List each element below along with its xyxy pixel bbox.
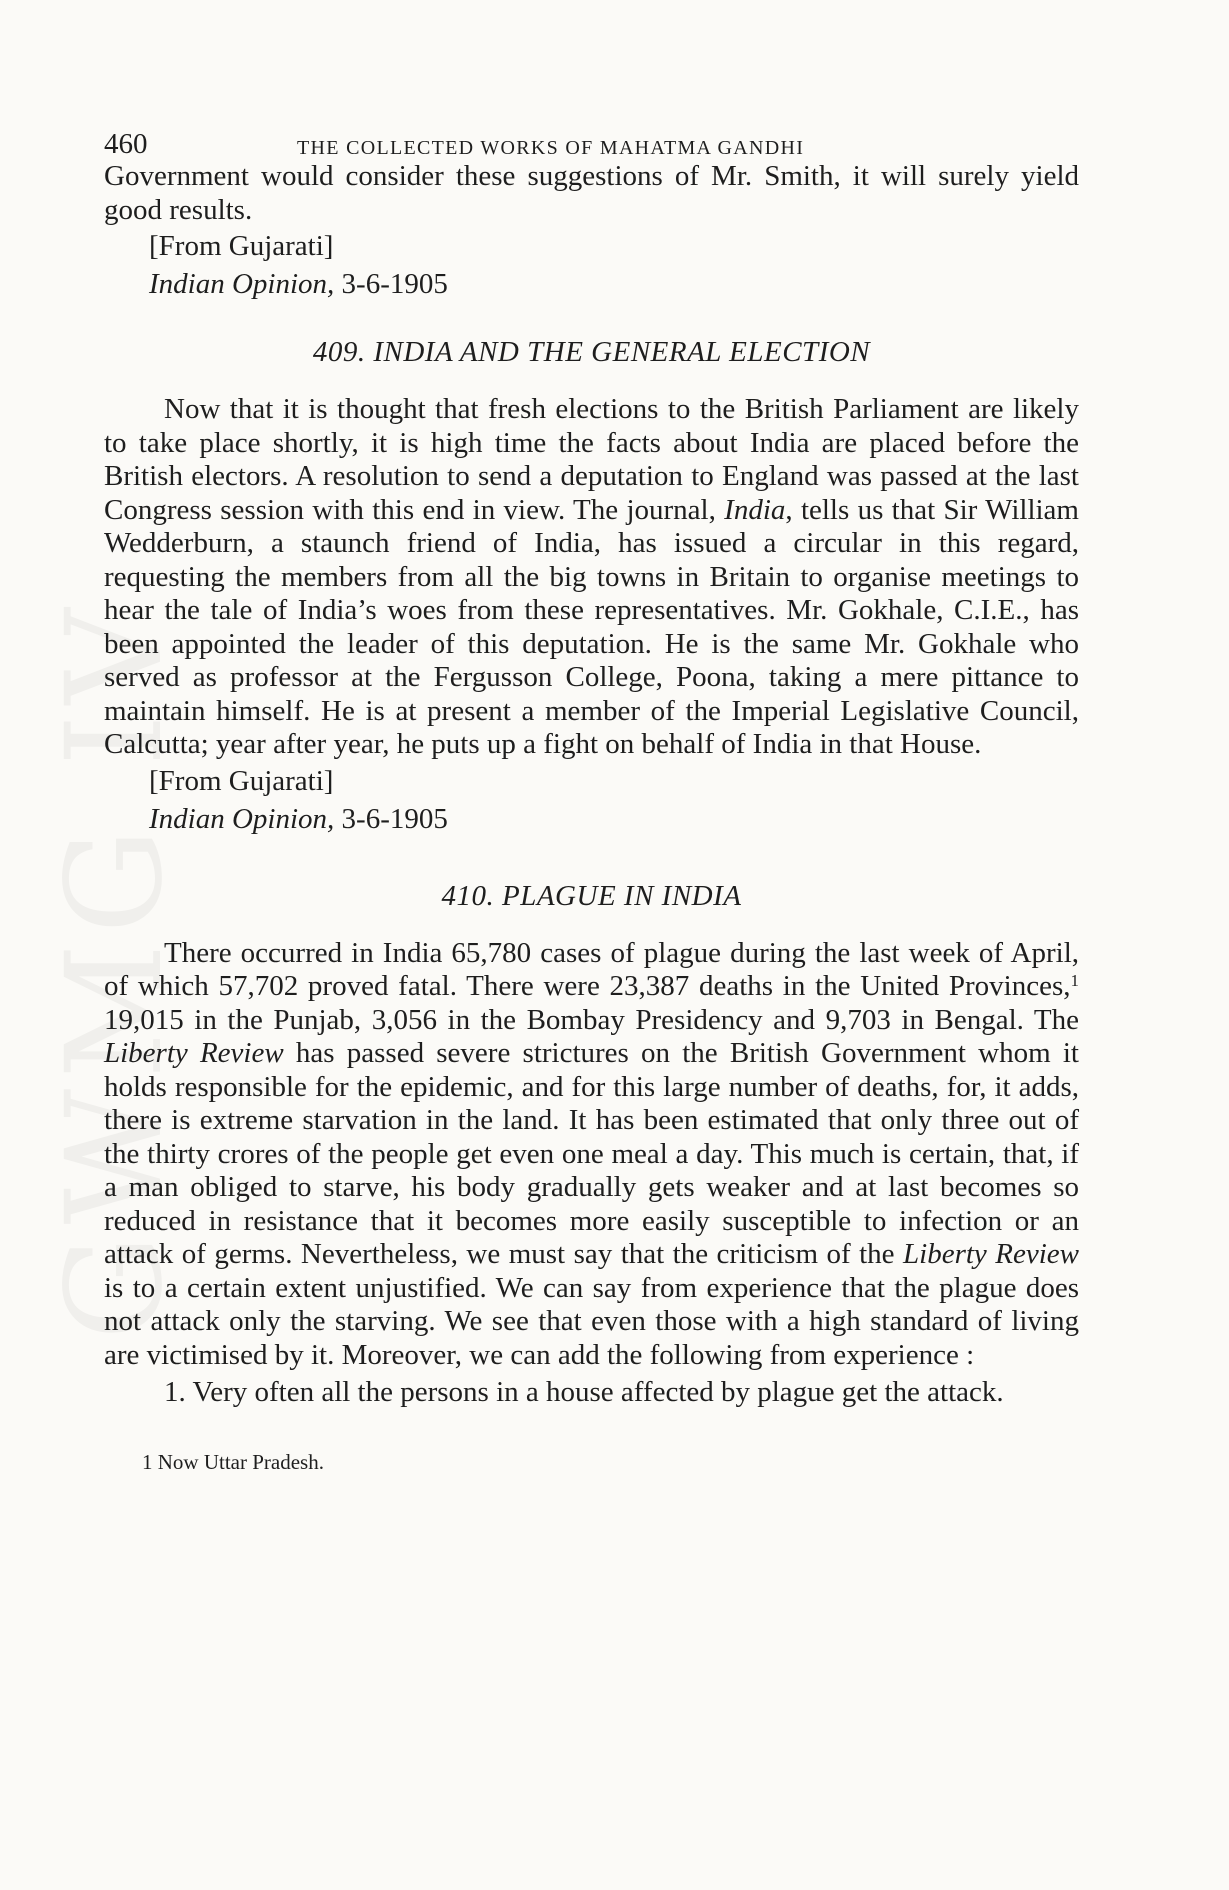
source-citation [149,265,1079,303]
text-run: 19,015 in the Punjab, 3,056 in the Bombay Presidency and 9,703 in Bengal. The [104,1003,1079,1036]
source-date: 3-6-1905 [334,802,448,835]
page-number: 460 [104,128,148,160]
page [104,122,1079,1475]
source-language: [From Gujarati] [149,230,334,262]
source-citation [149,800,1079,838]
text-run: is to a certain extent unjustified. We can say from experience that the plague does not attack only the starving. We see that even those with a high standard of living are victimised by it. Moreover, we can add the following from experience : [104,1271,1079,1371]
running-title: THE COLLECTED WORKS OF MAHATMA GANDHI [297,137,805,159]
text-run: , tells us that Sir William Wedderburn, a staunch friend of India, has issued a circular in this regard, requesting the members from all the big towns in Britain to organise meetings to hear the tale of India’s woes from these representatives. Mr. Gokhale, C.I.E., has been appointed the leader of this deputation. He is the same Mr. Gokhale who served as professor at the Fergusson College, Poona, taking a mere pittance to maintain himself. He is at present a member of the Imperial Legislative Council, Calcutta; year after year, he puts up a fight on behalf of India in that House. [104,493,1079,760]
source-date: 3-6-1905 [334,268,448,300]
article-heading-409: 409. INDIA AND THE GENERAL ELECTION [312,336,871,368]
footnote-text: Now Uttar Pradesh. [152,1449,324,1474]
journal-title: Liberty Review [104,1037,284,1069]
source-publication: Indian Opinion, [149,802,335,835]
journal-title: India [724,493,786,526]
source-publication: Indian Opinion, [149,268,335,300]
footnote-number: 1 [142,1449,153,1474]
carryover-paragraph: Government would consider these suggestions of Mr. Smith, it will surely yield good results. [104,160,1079,226]
article-410-list-item: 1. Very often all the persons in a house affected by plague get the attack. [164,1376,1004,1408]
journal-title: Liberty Review [903,1238,1079,1270]
footnote-marker: 1 [1070,971,1079,990]
article-heading-410: 410. PLAGUE IN INDIA [441,879,742,912]
text-run: There occurred in India 65,780 cases of plague during the last week of April, of which 57,702 proved fatal. There were 23,387 deaths in the United Provinces, [104,936,1079,1002]
footnote [142,1450,1079,1475]
running-head [104,122,1079,160]
article-410-paragraph [104,937,1079,1373]
article-409-paragraph [104,393,1079,762]
source-language: [From Gujarati] [149,764,334,797]
text-run: Now that it is thought that fresh elections to the British Parliament are likely to take place shortly, it is high time the facts about India are placed before the British electors. A resolution to send a deputation to England was passed at the last Congress session with this end in view. The journal, [104,393,1079,526]
text-run: has passed severe strictures on the British Government whom it holds responsible for the epidemic, and for this large number of deaths, for, it adds, there is extreme starvation in the land. It has been estimated that only three out of the thirty crores of the people get even one meal a day. This much is certain, that, if a man obliged to starve, his body gradually gets weaker and at last becomes so reduced in resistance that it becomes more easily susceptible to infection or an attack of germs. Nevertheless, we must say that the criticism of the [104,1037,1079,1270]
